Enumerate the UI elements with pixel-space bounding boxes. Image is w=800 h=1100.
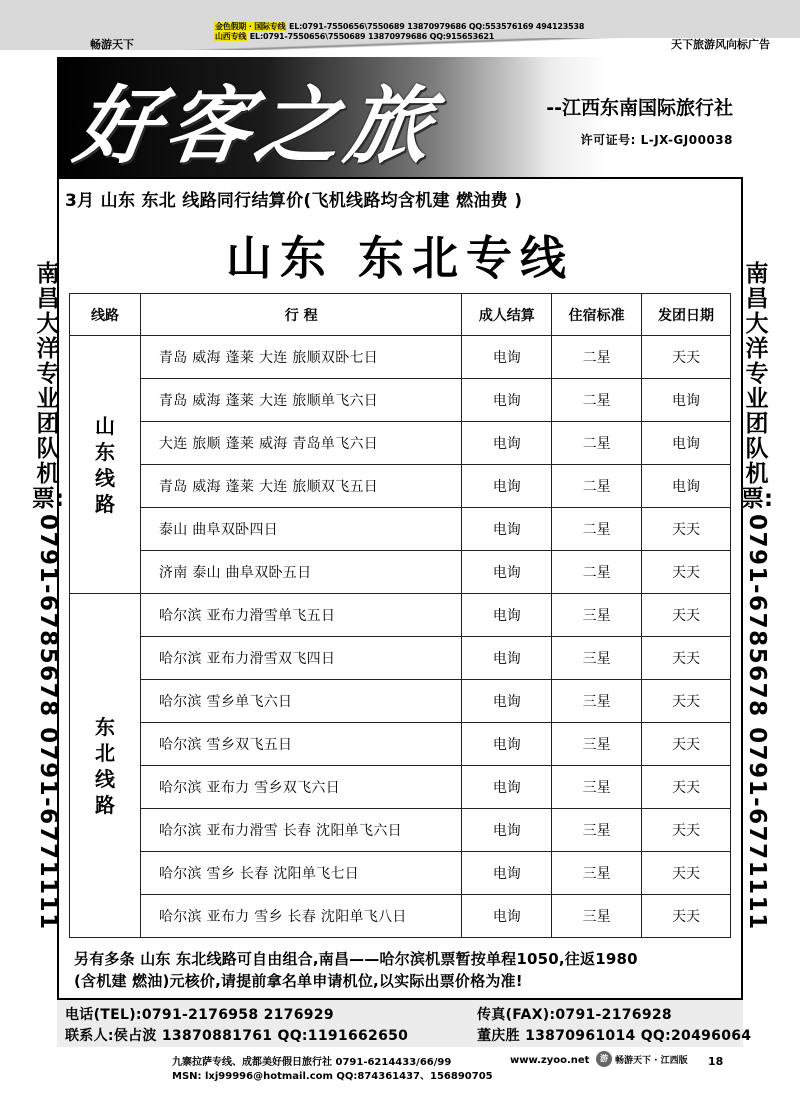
promo-note-line: 另有多条 山东 东北线路可自由组合,南昌——哈尔滨机票暂按单程1050,往返1980 [74,950,638,968]
route-itinerary: 青岛 威海 蓬莱 大连 旅顺双卧七日 [140,336,461,379]
route-itinerary: 哈尔滨 亚布力 雪乡双飞六日 [140,766,461,809]
route-date: 天天 [642,723,731,766]
top-ad-detail: EL:0791-7550656\7550689 13870979686 QQ:553576169 494123538 [289,22,585,31]
col-header-hotel: 住宿标准 [552,294,642,336]
route-itinerary: 哈尔滨 亚布力滑雪 长春 沈阳单飞六日 [140,809,461,852]
table-row [70,637,731,680]
top-ad-line [214,32,584,42]
price-subtitle: 3月 山东 东北 线路同行结算价(飞机线路均含机建 燃油费 ) [65,191,523,211]
table-row [70,852,731,895]
route-price: 电询 [462,551,552,594]
table-row [70,680,731,723]
route-itinerary: 大连 旅顺 蓬莱 威海 青岛单飞六日 [140,422,461,465]
contact-person-1: 联系人:侯占波 13870881761 QQ:1191662650 [65,1028,409,1044]
footer-ad-line: MSN: lxj99996@hotmail.com QQ:874361437、156890705 [172,1071,493,1082]
route-price: 电询 [462,809,552,852]
page-footer [0,1047,800,1100]
route-hotel: 二星 [552,551,642,594]
header-banner [57,57,743,177]
route-price: 电询 [462,895,552,938]
route-price: 电询 [462,766,552,809]
route-hotel: 二星 [552,379,642,422]
route-date: 电询 [642,422,731,465]
route-price: 电询 [462,680,552,723]
top-ad-detail: EL:0791-7550656\7550689 13870979686 QQ:915653621 [249,32,495,41]
page-number: 18 [708,1055,724,1068]
route-date: 天天 [642,508,731,551]
table-row [70,336,731,379]
license-number: 许可证号: L-JX-GJ00038 [580,133,733,147]
route-itinerary: 哈尔滨 亚布力滑雪单飞五日 [140,594,461,637]
table-row [70,594,731,637]
table-header-row [70,294,731,336]
section-label: 天下旅游风向标广告 [671,38,770,51]
top-ad-lines [214,22,584,42]
footer-website[interactable]: www.zyoo.net [510,1055,590,1066]
top-ad-label: 金色假期 · 国际专线 [215,22,286,31]
route-hotel: 三星 [552,809,642,852]
promo-note [74,948,734,992]
route-date: 天天 [642,336,731,379]
route-price: 电询 [462,336,552,379]
col-header-itinerary: 行 程 [140,294,461,336]
route-hotel: 二星 [552,508,642,551]
route-date: 天天 [642,594,731,637]
route-price: 电询 [462,508,552,551]
side-phone-numbers: 0791-6785678 0791-6771111 [35,514,61,931]
table-row [70,809,731,852]
route-hotel: 三星 [552,852,642,895]
route-hotel: 三星 [552,680,642,723]
route-itinerary: 哈尔滨 亚布力 雪乡 长春 沈阳单飞八日 [140,895,461,938]
col-header-date: 发团日期 [642,294,731,336]
route-price: 电询 [462,422,552,465]
side-label: 南昌大洋专业团队机票: [31,261,65,512]
promo-note-line: (含机建 燃油)元核价,请提前拿名单申请机位,以实际出票价格为准! [74,972,523,990]
route-date: 天天 [642,895,731,938]
footer-ad-line: 九寨拉萨专线、成都美好假日旅行社 0791-6214433/66/99 [172,1057,452,1068]
magazine-name: 畅游天下 [90,38,134,51]
route-date: 天天 [642,809,731,852]
route-price: 电询 [462,723,552,766]
route-group-label [70,594,141,938]
route-hotel: 三星 [552,766,642,809]
table-row [70,551,731,594]
table-row [70,895,731,938]
route-group-text: 东北线路 [94,714,115,817]
route-price: 电询 [462,852,552,895]
route-price: 电询 [462,637,552,680]
route-itinerary: 青岛 威海 蓬莱 大连 旅顺双飞五日 [140,465,461,508]
brand-badge-icon: 游 [596,1051,612,1067]
company-name: --江西东南国际旅行社 [546,97,733,119]
route-hotel: 三星 [552,594,642,637]
route-hotel: 二星 [552,336,642,379]
route-itinerary: 济南 泰山 曲阜双卧五日 [140,551,461,594]
route-date: 天天 [642,680,731,723]
side-phone-numbers: 0791-6785678 0791-6771111 [744,514,770,931]
brand-logo: 好客之旅 [69,76,444,175]
route-date: 天天 [642,637,731,680]
route-itinerary: 泰山 曲阜双卧四日 [140,508,461,551]
route-price: 电询 [462,594,552,637]
footer-brand-text: 畅游天下 · 江西版 [615,1055,688,1066]
route-itinerary: 哈尔滨 亚布力滑雪双飞四日 [140,637,461,680]
side-bar-left [28,262,68,931]
table-row [70,465,731,508]
routes-body [70,336,731,938]
side-bar-right [737,262,777,931]
route-group-text: 山东线路 [94,413,115,516]
route-hotel: 三星 [552,895,642,938]
footer-brand [596,1051,688,1067]
routes-table [69,293,731,938]
route-group-label [70,336,141,594]
route-hotel: 二星 [552,465,642,508]
table-row [70,508,731,551]
route-itinerary: 青岛 威海 蓬莱 大连 旅顺单飞六日 [140,379,461,422]
table-row [70,379,731,422]
col-header-price: 成人结算 [462,294,552,336]
route-hotel: 三星 [552,637,642,680]
page-title: 山东 东北专线 [225,231,574,285]
top-ad-label: 山西专线 [215,32,247,41]
col-header-line: 线路 [70,294,141,336]
top-ad-line [214,22,584,32]
contact-strip [57,998,752,1047]
route-itinerary: 哈尔滨 雪乡双飞五日 [140,723,461,766]
route-price: 电询 [462,465,552,508]
route-date: 电询 [642,379,731,422]
route-date: 电询 [642,465,731,508]
route-hotel: 三星 [552,723,642,766]
side-label: 南昌大洋专业团队机票: [740,261,774,512]
contact-person-2: 董庆胜 13870961014 QQ:20496064 [477,1028,752,1044]
table-row [70,766,731,809]
top-strip [0,0,800,50]
route-hotel: 二星 [552,422,642,465]
route-date: 天天 [642,551,731,594]
route-date: 天天 [642,766,731,809]
route-date: 天天 [642,852,731,895]
route-itinerary: 哈尔滨 雪乡单飞六日 [140,680,461,723]
table-row [70,723,731,766]
table-row [70,422,731,465]
contact-tel: 电话(TEL):0791-2176958 2176929 [65,1007,334,1023]
route-itinerary: 哈尔滨 雪乡 长春 沈阳单飞七日 [140,852,461,895]
contact-fax: 传真(FAX):0791-2176928 [477,1007,672,1023]
route-price: 电询 [462,379,552,422]
